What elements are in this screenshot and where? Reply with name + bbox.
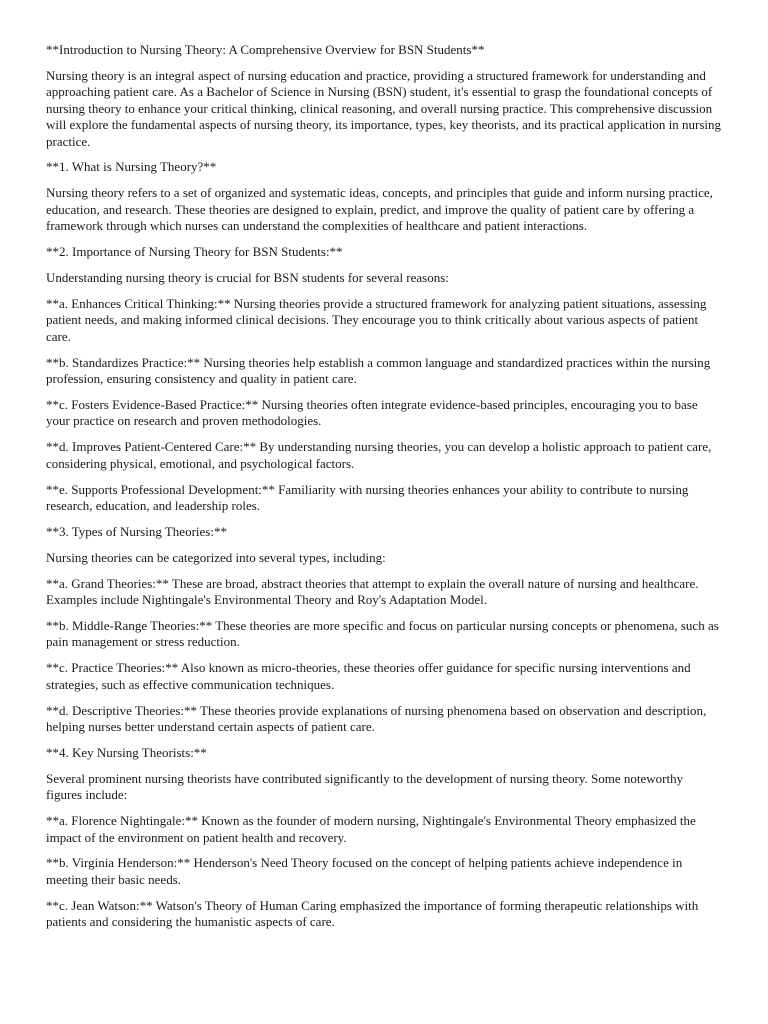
types-item-grand-theories: **a. Grand Theories:** These are broad, abstract theories that attempt to explain the overall nature of nursing and healthcare. Examples include Nightingale's Environmental Theory and Roy's Adaptation Model.	[46, 575, 699, 608]
definition-paragraph: Nursing theory refers to a set of organized and systematic ideas, concepts, and principles that guide and inform nursing practice, education, and research. These theories are designed to explain, predict, and improve the quality of patient care by offering a framework through which nurses can understand the complexities of healthcare and patient interactions.	[46, 185, 713, 234]
document-title: **Introduction to Nursing Theory: A Comprehensive Overview for BSN Students**	[46, 42, 485, 57]
section-heading-types: **3. Types of Nursing Theories:**	[46, 523, 227, 539]
document-page	[46, 42, 722, 940]
types-item-middle-range-theories: **b. Middle-Range Theories:** These theories are more specific and focus on particular nursing concepts or phenomena, such as pain management or stress reduction.	[46, 617, 719, 650]
types-item-practice-theories: **c. Practice Theories:** Also known as micro-theories, these theories offer guidance for specific nursing interventions and strategies, such as effective communication techniques.	[46, 660, 691, 692]
importance-intro-paragraph: Understanding nursing theory is crucial for BSN students for several reasons:	[46, 269, 449, 285]
importance-item-critical-thinking: **a. Enhances Critical Thinking:** Nursing theories provide a structured framework for analyzing patient situations, assessing patient needs, and making informed clinical decisions. They encourage you to think critically about various aspects of patient care.	[46, 295, 707, 344]
types-item-descriptive-theories: **d. Descriptive Theories:** These theories provide explanations of nursing phenomena based on observation and description, helping nurses better understand certain aspects of patient care.	[46, 702, 707, 734]
section-heading-key-theorists: **4. Key Nursing Theorists:**	[46, 744, 207, 760]
theorist-item-nightingale: **a. Florence Nightingale:** Known as the founder of modern nursing, Nightingale's Environmental Theory emphasized the impact of the environment on patient health and recovery.	[46, 813, 696, 845]
section-heading-importance: **2. Importance of Nursing Theory for BSN Students:**	[46, 244, 343, 260]
importance-item-standardizes-practice: **b. Standardizes Practice:** Nursing theories help establish a common language and standardized practices within the nursing profession, ensuring consistency and quality in patient care.	[46, 354, 711, 386]
importance-item-patient-centered: **d. Improves Patient-Centered Care:** By understanding nursing theories, you can develop a holistic approach to patient care, considering physical, emotional, and psychological factors.	[46, 439, 712, 471]
theorist-item-watson: **c. Jean Watson:** Watson's Theory of Human Caring emphasized the importance of forming therapeutic relationships with patients and considering the humanistic aspects of care.	[46, 897, 699, 930]
importance-item-evidence-based: **c. Fosters Evidence-Based Practice:** Nursing theories often integrate evidence-based principles, encouraging you to base your practice on research and proven methodologies.	[46, 396, 698, 429]
section-heading-what-is-nursing-theory: **1. What is Nursing Theory?**	[46, 159, 217, 175]
intro-paragraph: Nursing theory is an integral aspect of nursing education and practice, providing a structured framework for understanding and approaching patient care. As a Bachelor of Science in Nursing (BSN) student, it's essential to grasp the foundational concepts of nursing theory to enhance your critical thinking, clinical reasoning, and overall nursing practice. This comprehensive discussion will explore the fundamental aspects of nursing theory, its importance, types, key theorists, and its practical application in nursing practice.	[46, 67, 721, 149]
types-intro-paragraph: Nursing theories can be categorized into several types, including:	[46, 549, 386, 565]
importance-item-professional-development: **e. Supports Professional Development:** Familiarity with nursing theories enhances your ability to contribute to nursing research, education, and leadership roles.	[46, 481, 689, 513]
theorists-intro-paragraph: Several prominent nursing theorists have contributed significantly to the development of nursing theory. Some noteworthy figures include:	[46, 770, 684, 803]
theorist-item-henderson: **b. Virginia Henderson:** Henderson's Need Theory focused on the concept of helping patients achieve independence in meeting their basic needs.	[46, 855, 683, 887]
